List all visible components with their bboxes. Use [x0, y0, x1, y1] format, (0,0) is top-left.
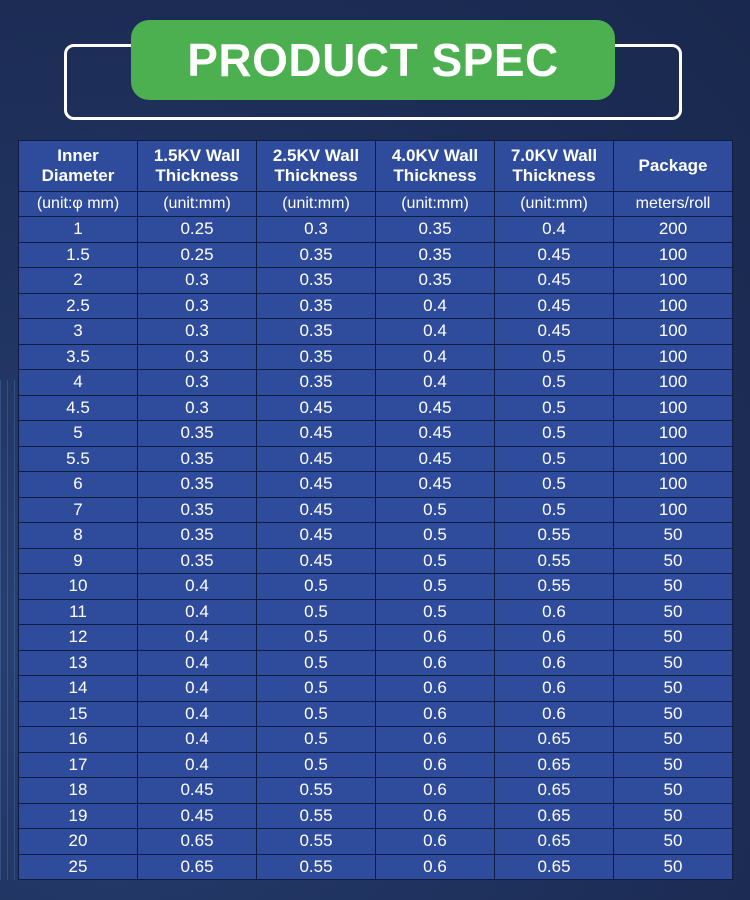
table-cell: 0.6 — [376, 752, 495, 778]
header-row — [19, 141, 733, 192]
table-cell: 0.65 — [138, 854, 257, 880]
table-row — [19, 497, 733, 523]
table-cell: 0.3 — [138, 344, 257, 370]
table-cell: 0.5 — [495, 370, 614, 396]
table-cell: 0.45 — [495, 293, 614, 319]
table-cell: 4.5 — [19, 395, 138, 421]
table-cell: 100 — [614, 395, 733, 421]
table-cell: 5.5 — [19, 446, 138, 472]
table-cell: 6 — [19, 472, 138, 498]
table-cell: 50 — [614, 854, 733, 880]
table-cell: 0.35 — [257, 293, 376, 319]
table-cell: 0.4 — [376, 344, 495, 370]
table-cell: 0.55 — [257, 778, 376, 804]
table-cell: 0.5 — [257, 599, 376, 625]
table-cell: 0.45 — [376, 472, 495, 498]
table-cell: 0.45 — [257, 446, 376, 472]
table-cell: 0.35 — [257, 268, 376, 294]
table-cell: 0.45 — [257, 497, 376, 523]
title-banner — [131, 20, 615, 100]
table-cell: 0.6 — [376, 676, 495, 702]
unit-label: (unit:φ mm) — [19, 192, 138, 217]
table-cell: 14 — [19, 676, 138, 702]
table-cell: 0.6 — [376, 701, 495, 727]
table-cell: 0.65 — [495, 854, 614, 880]
table-cell: 100 — [614, 293, 733, 319]
table-row — [19, 293, 733, 319]
table-cell: 0.4 — [138, 752, 257, 778]
table-cell: 0.5 — [495, 395, 614, 421]
table-cell: 18 — [19, 778, 138, 804]
table-cell: 0.3 — [138, 319, 257, 345]
table-cell: 0.5 — [257, 676, 376, 702]
table-cell: 50 — [614, 701, 733, 727]
page-title: PRODUCT SPEC — [187, 34, 559, 86]
table-cell: 0.35 — [376, 268, 495, 294]
table-cell: 0.3 — [138, 370, 257, 396]
table-cell: 7 — [19, 497, 138, 523]
table-cell: 0.4 — [138, 727, 257, 753]
column-header: 2.5KV Wall Thickness — [257, 141, 376, 192]
table-cell: 0.5 — [495, 472, 614, 498]
table-cell: 0.35 — [257, 319, 376, 345]
table-cell: 2.5 — [19, 293, 138, 319]
table-cell: 0.6 — [376, 778, 495, 804]
table-cell: 0.55 — [495, 523, 614, 549]
table-cell: 0.45 — [257, 472, 376, 498]
table-cell: 0.5 — [495, 421, 614, 447]
table-cell: 0.5 — [376, 497, 495, 523]
table-row — [19, 370, 733, 396]
table-cell: 0.5 — [495, 497, 614, 523]
column-header: 7.0KV Wall Thickness — [495, 141, 614, 192]
unit-label: (unit:mm) — [495, 192, 614, 217]
table-cell: 50 — [614, 599, 733, 625]
table-cell: 15 — [19, 701, 138, 727]
table-cell: 20 — [19, 829, 138, 855]
table-cell: 0.65 — [495, 803, 614, 829]
table-cell: 0.45 — [495, 268, 614, 294]
table-cell: 0.6 — [376, 625, 495, 651]
table-cell: 50 — [614, 523, 733, 549]
column-header: 1.5KV Wall Thickness — [138, 141, 257, 192]
table-cell: 1 — [19, 217, 138, 243]
table-cell: 100 — [614, 497, 733, 523]
table-row — [19, 701, 733, 727]
table-cell: 0.5 — [257, 752, 376, 778]
table-cell: 13 — [19, 650, 138, 676]
table-cell: 0.4 — [376, 319, 495, 345]
table-row — [19, 242, 733, 268]
table-cell: 0.35 — [257, 344, 376, 370]
table-cell: 0.5 — [257, 701, 376, 727]
table-row — [19, 778, 733, 804]
table-cell: 50 — [614, 803, 733, 829]
column-header: 4.0KV Wall Thickness — [376, 141, 495, 192]
table-cell: 0.3 — [257, 217, 376, 243]
table-cell: 0.3 — [138, 268, 257, 294]
table-row — [19, 421, 733, 447]
table-cell: 0.65 — [495, 727, 614, 753]
table-row — [19, 650, 733, 676]
table-cell: 200 — [614, 217, 733, 243]
table-cell: 10 — [19, 574, 138, 600]
table-row — [19, 446, 733, 472]
table-cell: 0.35 — [376, 217, 495, 243]
table-cell: 100 — [614, 344, 733, 370]
table-row — [19, 599, 733, 625]
unit-label: (unit:mm) — [376, 192, 495, 217]
unit-row — [19, 192, 733, 217]
table-cell: 50 — [614, 829, 733, 855]
table-cell: 0.45 — [495, 319, 614, 345]
table-cell: 0.55 — [257, 803, 376, 829]
table-cell: 0.5 — [495, 344, 614, 370]
table-cell: 9 — [19, 548, 138, 574]
table-cell: 100 — [614, 370, 733, 396]
table-cell: 0.35 — [138, 497, 257, 523]
table-row — [19, 319, 733, 345]
unit-label: meters/roll — [614, 192, 733, 217]
table-cell: 2 — [19, 268, 138, 294]
table-cell: 0.4 — [138, 599, 257, 625]
table-cell: 50 — [614, 625, 733, 651]
table-cell: 1.5 — [19, 242, 138, 268]
table-cell: 0.65 — [495, 829, 614, 855]
table-cell: 0.6 — [376, 803, 495, 829]
table-body — [19, 217, 733, 880]
table-row — [19, 472, 733, 498]
table-cell: 3.5 — [19, 344, 138, 370]
table-cell: 0.45 — [376, 421, 495, 447]
table-cell: 0.4 — [376, 293, 495, 319]
table-cell: 0.4 — [138, 650, 257, 676]
table-cell: 0.25 — [138, 242, 257, 268]
table-cell: 0.45 — [376, 395, 495, 421]
table-cell: 8 — [19, 523, 138, 549]
table-cell: 0.6 — [376, 854, 495, 880]
table-cell: 0.45 — [257, 395, 376, 421]
table-cell: 0.5 — [495, 446, 614, 472]
table-cell: 0.55 — [257, 829, 376, 855]
table-cell: 0.45 — [495, 242, 614, 268]
table-cell: 0.65 — [495, 778, 614, 804]
column-header: Package — [614, 141, 733, 192]
table-cell: 0.4 — [376, 370, 495, 396]
table-cell: 0.55 — [257, 854, 376, 880]
table-row — [19, 217, 733, 243]
table-row — [19, 548, 733, 574]
table-cell: 100 — [614, 446, 733, 472]
table-cell: 0.3 — [138, 395, 257, 421]
table-cell: 0.4 — [138, 676, 257, 702]
table-cell: 50 — [614, 727, 733, 753]
table-row — [19, 395, 733, 421]
table-cell: 0.35 — [138, 472, 257, 498]
table-cell: 0.45 — [257, 548, 376, 574]
table-cell: 0.35 — [376, 242, 495, 268]
unit-label: (unit:mm) — [257, 192, 376, 217]
table-row — [19, 829, 733, 855]
table-cell: 0.35 — [138, 446, 257, 472]
table-cell: 0.6 — [495, 599, 614, 625]
table-row — [19, 268, 733, 294]
table-cell: 0.65 — [138, 829, 257, 855]
table-row — [19, 727, 733, 753]
table-cell: 100 — [614, 319, 733, 345]
table-cell: 0.3 — [138, 293, 257, 319]
table-cell: 50 — [614, 548, 733, 574]
table-cell: 0.45 — [138, 778, 257, 804]
table-cell: 0.45 — [376, 446, 495, 472]
table-cell: 100 — [614, 421, 733, 447]
table-cell: 0.5 — [257, 727, 376, 753]
table-cell: 100 — [614, 268, 733, 294]
table-cell: 0.6 — [495, 625, 614, 651]
table-cell: 0.45 — [257, 523, 376, 549]
column-header: Inner Diameter — [19, 141, 138, 192]
table-cell: 0.5 — [257, 650, 376, 676]
table-cell: 4 — [19, 370, 138, 396]
table-cell: 100 — [614, 242, 733, 268]
table-cell: 0.4 — [138, 625, 257, 651]
table-row — [19, 803, 733, 829]
table-cell: 16 — [19, 727, 138, 753]
table-cell: 0.5 — [376, 599, 495, 625]
table-cell: 50 — [614, 778, 733, 804]
table-cell: 0.55 — [495, 548, 614, 574]
table-cell: 50 — [614, 650, 733, 676]
table-cell: 0.5 — [376, 574, 495, 600]
table-cell: 0.5 — [257, 625, 376, 651]
table-cell: 0.6 — [495, 650, 614, 676]
table-cell: 0.6 — [376, 829, 495, 855]
table-cell: 0.5 — [376, 548, 495, 574]
table-cell: 0.35 — [138, 548, 257, 574]
table-row — [19, 625, 733, 651]
table-cell: 0.4 — [138, 701, 257, 727]
table-cell: 0.45 — [257, 421, 376, 447]
table-cell: 0.4 — [495, 217, 614, 243]
table-cell: 100 — [614, 472, 733, 498]
table-cell: 0.4 — [138, 574, 257, 600]
table-row — [19, 676, 733, 702]
table-cell: 0.5 — [376, 523, 495, 549]
table-cell: 0.6 — [495, 676, 614, 702]
table-cell: 0.35 — [257, 242, 376, 268]
table-cell: 0.25 — [138, 217, 257, 243]
table-cell: 17 — [19, 752, 138, 778]
table-cell: 0.35 — [138, 523, 257, 549]
table-cell: 50 — [614, 574, 733, 600]
table-cell: 50 — [614, 752, 733, 778]
table-cell: 0.6 — [495, 701, 614, 727]
table-cell: 11 — [19, 599, 138, 625]
table-cell: 12 — [19, 625, 138, 651]
table-cell: 0.65 — [495, 752, 614, 778]
table-cell: 19 — [19, 803, 138, 829]
table-row — [19, 752, 733, 778]
table-cell: 50 — [614, 676, 733, 702]
table-row — [19, 523, 733, 549]
unit-label: (unit:mm) — [138, 192, 257, 217]
table-cell: 0.45 — [138, 803, 257, 829]
table-cell: 0.35 — [138, 421, 257, 447]
table-cell: 0.5 — [257, 574, 376, 600]
spec-table — [18, 140, 733, 880]
table-cell: 0.6 — [376, 727, 495, 753]
table-row — [19, 574, 733, 600]
table-cell: 5 — [19, 421, 138, 447]
table-row — [19, 854, 733, 880]
table-cell: 0.55 — [495, 574, 614, 600]
table-cell: 0.35 — [257, 370, 376, 396]
table-cell: 3 — [19, 319, 138, 345]
table-cell: 0.6 — [376, 650, 495, 676]
table-row — [19, 344, 733, 370]
table-cell: 25 — [19, 854, 138, 880]
